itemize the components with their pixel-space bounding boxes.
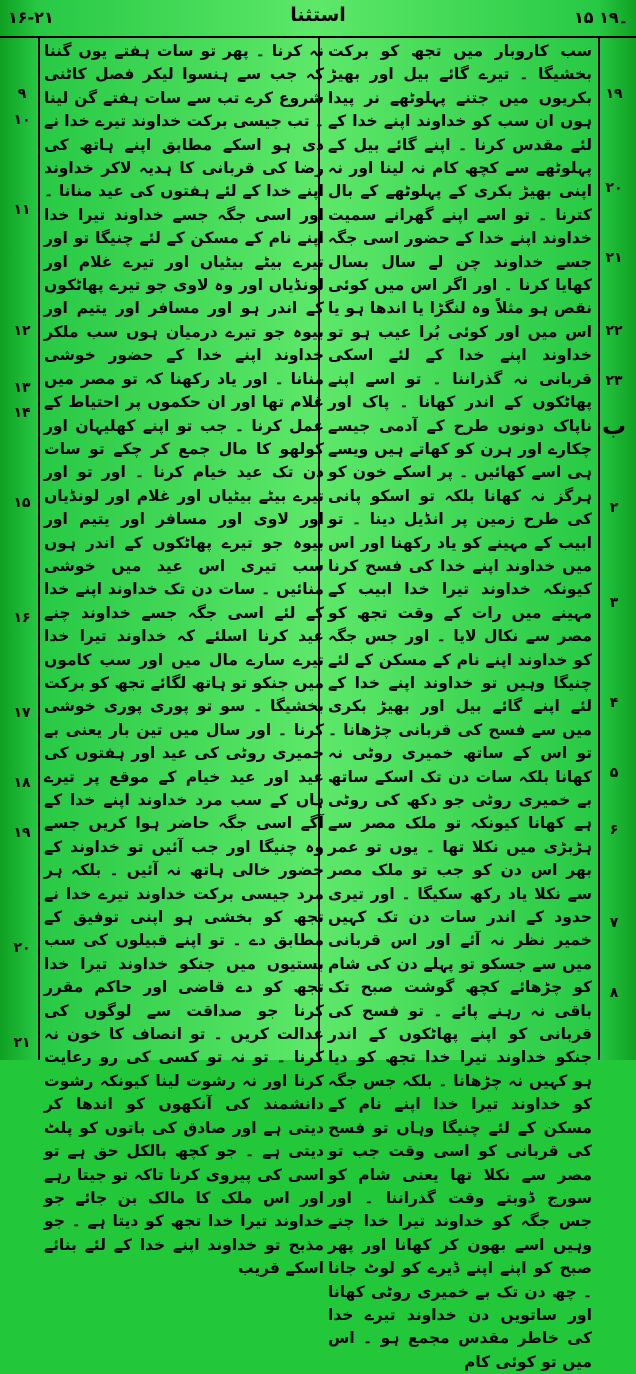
verse-number: ۱۴ <box>13 405 31 421</box>
verse-number: ۱۳ <box>13 380 31 396</box>
right-text-column <box>328 40 592 1371</box>
verse-number: ۲۱ <box>605 250 623 266</box>
left-verse-numbers <box>4 40 40 1054</box>
verse-number: ۳ <box>609 595 619 611</box>
header-right-reference: ۱۵ ۔۱۹ <box>573 8 628 27</box>
verse-number: ۴ <box>609 695 619 711</box>
verse-number: ۲۰ <box>605 180 623 196</box>
verse-number: ۹ <box>17 86 27 102</box>
verse-number: ۲۳ <box>605 373 623 389</box>
chapter-number: ب <box>601 412 627 440</box>
verse-number: ۷ <box>609 915 619 931</box>
verse-number: ۱۸ <box>13 775 31 791</box>
verse-number: ۱۹ <box>605 86 623 102</box>
verse-number: ۲۰ <box>13 940 31 956</box>
verse-number: ۱۱ <box>13 202 31 218</box>
verse-number: ۵ <box>609 765 619 781</box>
verse-number: ۱۵ <box>13 495 31 511</box>
header-left-reference: ۱۶-۲۱ <box>8 8 54 27</box>
verse-number: ۱۹ <box>13 825 31 841</box>
verse-number: ۶ <box>609 822 619 838</box>
verse-number: ۲ <box>609 500 619 516</box>
book-title: استثنا <box>290 4 346 26</box>
page-header <box>0 0 636 38</box>
left-text-column <box>44 40 324 1278</box>
verse-number: ۸ <box>609 985 619 1001</box>
verse-number: ۲۱ <box>13 1035 31 1051</box>
verse-number: ۱۶ <box>13 610 31 626</box>
verse-number: ۱۷ <box>13 705 31 721</box>
verse-number: ۲۲ <box>605 323 623 339</box>
right-column-text: سب کاروبار میں تجھ کو برکت بخشیگا ۔ تیرے گائے بیل اور بھیڑ بکریوں میں جتنے پہلوٹھے نر پیدا ہوں ان سب کو خداوند اپنے خدا کے لئے مقدس کرنا ۔ اپنے گائے بیل کے پہلوٹھے سے کچھ کام نہ لینا اور نہ اپنی بھیڑ بکری کے پہلوٹھے کے بال کترنا ۔ تو اسے اپنے گھرانے سمیت خداوند اپنے خدا کے حضور اسی جگہ جسے خداوند چن لے سال بسال کھایا کرنا ۔ اور اگر اس میں کوئی نقص ہو مثلاً وہ لنگڑا یا اندھا ہو یا اس میں اور کوئی بُرا عیب ہو تو خداوند اپنے خدا کے لئے اسکی قربانی نہ گذراننا ۔ تو اسے اپنے پھاٹکوں کے اندر کھانا ۔ پاک اور ناپاک دونوں طرح کے آدمی جیسے چکارے اور ہرن کو کھاتے ہیں ویسے ہی اسے کھائیں ۔ پر اسکے خون کو ہرگز نہ کھانا بلکہ تو اسکو پانی کی طرح زمین پر انڈیل دینا ۔ تو ابیب کے مہینے کو یاد رکھنا اور اس میں خداوند اپنے خدا کی فسح کرنا کیونکہ خداوند تیرا خدا ابیب کے مہینے میں رات کے وقت تجھ کو مصر سے نکال لایا ۔ اور جس جگہ کو خداوند اپنے نام کے مسکن کے لئے چنیگا وہیں تو خداوند اپنے خدا کے لئے اپنے گائے بیل اور بھیڑ بکری میں سے فسح کی قربانی چڑھانا ۔ تو اس کے ساتھ خمیری روٹی نہ کھانا بلکہ سات دن تک اسکے ساتھ بے خمیری روٹی جو دکھ کی روٹی ہے کھانا کیونکہ تو ملک مصر سے ہڑبڑی میں نکلا تھا ۔ یوں تو عمر بھر اس دن کو جب تو ملک مصر سے نکلا یاد رکھ سکیگا ۔ اور تیری حدود کے اندر سات دن تک کہیں خمیر نظر نہ آئے اور اس قربانی میں سے جسکو تو پہلے دن کی شام کو چڑھائے کچھ گوشت صبح تک باقی نہ رہنے پائے ۔ تو فسح کی قربانی کو اپنے پھاٹکوں کے اندر جنکو خداوند تیرا خدا تجھ کو دیا ہو کہیں نہ چڑھانا ۔ بلکہ جس جگہ کو خداوند تیرا خدا اپنے نام کے مسکن کے لئے چنیگا وہاں تو فسح کی قربانی کو اسی وقت جب تو مصر سے نکلا تھا یعنی شام کو سورج ڈوبتے وقت گذراننا ۔ اور جس جگہ کو خداوند تیرا خدا چنے وہیں اسے بھون کر کھانا اور پھر صبح کو اپنے اپنے ڈیرے کو لوٹ جانا ۔ چھ دن تک بے خمیری روٹی کھانا اور ساتویں دن خداوند تیرے خدا کی خاطر مقدس مجمع ہو ۔ اس میں تو کوئی کام <box>328 42 592 1371</box>
right-verse-numbers <box>596 40 632 1054</box>
verse-number: ۱۰ <box>13 112 31 128</box>
verse-number: ۱۲ <box>13 323 31 339</box>
left-column-text: نہ کرنا ۔ پھر تو سات ہفتے یوں گننا کہ جب سے ہنسوا لیکر فصل کاٹنی شروع کرے تب سے سات ہفتے گن لینا ۔ تب جیسی برکت خداوند تیرے خدا نے دی ہو اسکے مطابق اپنے ہاتھ کی رضا کی قربانی کا ہدیہ لاکر خداوند اپنے خدا کے لئے ہفتوں کی عید منانا ۔ اور اسی جگہ جسے خداوند تیرا خدا اپنے نام کے مسکن کے لئے چنیگا تو اور تیرے بیٹے بیٹیاں اور تیرے غلام اور لونڈیاں اور وہ لاوی جو تیرے پھاٹکوں کے اندر ہو اور مسافر اور یتیم اور بیوہ جو تیرے درمیان ہوں سب ملکر خداوند اپنے خدا کے حضور خوشی منانا ۔ اور یاد رکھنا کہ تو مصر میں غلام تھا اور ان حکموں پر احتیاط کے عمل کرنا ۔ جب تو اپنے کھلیہان اور کولھو کا مال جمع کر چکے تو سات دن تک عید خیام کرنا ۔ اور تو اور تیرے بیٹے بیٹیاں اور غلام اور لونڈیاں اور لاوی اور مسافر اور یتیم اور بیوہ جو تیرے پھاٹکوں کے اندر ہوں سب تیری اس عید میں خوشی منائیں ۔ سات دن تک خداوند اپنے خدا کے لئے اسی جگہ جسے خداوند چنے عید کرنا اسلئے کہ خداوند تیرا خدا تیرے سارے مال میں اور سب کاموں میں جنکو تو ہاتھ لگائے تجھ کو برکت بخشیگا ۔ سو تو پوری پوری خوشی کرنا ۔ اور سال میں تین بار یعنی بے خمیری روٹی کی عید اور ہفتوں کی عید اور عید خیام کے موقع پر تیرے ہاں کے سب مرد خداوند اپنے خدا کے آگے اسی جگہ حاضر ہوا کریں جسے وہ چنیگا اور جب آئیں تو خداوند کے حضور خالی ہاتھ نہ آئیں ۔ بلکہ ہر مرد جیسی برکت خداوند تیرے خدا نے تجھ کو بخشی ہو اپنی توفیق کے مطابق دے ۔ تو اپنے قبیلوں کی سب بستیوں میں جنکو خداوند تیرا خدا تجھ کو دے قاضی اور حاکم مقرر کرنا جو صداقت سے لوگوں کی عدالت کریں ۔ تو انصاف کا خون نہ کرنا ۔ تو نہ تو کسی کی رو رعایت کرنا اور نہ رشوت لینا کیونکہ رشوت دانشمند کی آنکھوں کو اندھا کر دیتی ہے اور صادق کی باتوں کو پلٹ دیتی ہے ۔ جو کچھ بالکل حق ہے تو اسی کی پیروی کرنا تاکہ تو جیتا رہے اور اس ملک کا مالک بن جائے جو خداوند تیرا خدا تجھ کو دیتا ہے ۔ جو مذبح تو خداوند اپنے خدا کے لئے بنائے اسکے قریب <box>44 42 324 1278</box>
